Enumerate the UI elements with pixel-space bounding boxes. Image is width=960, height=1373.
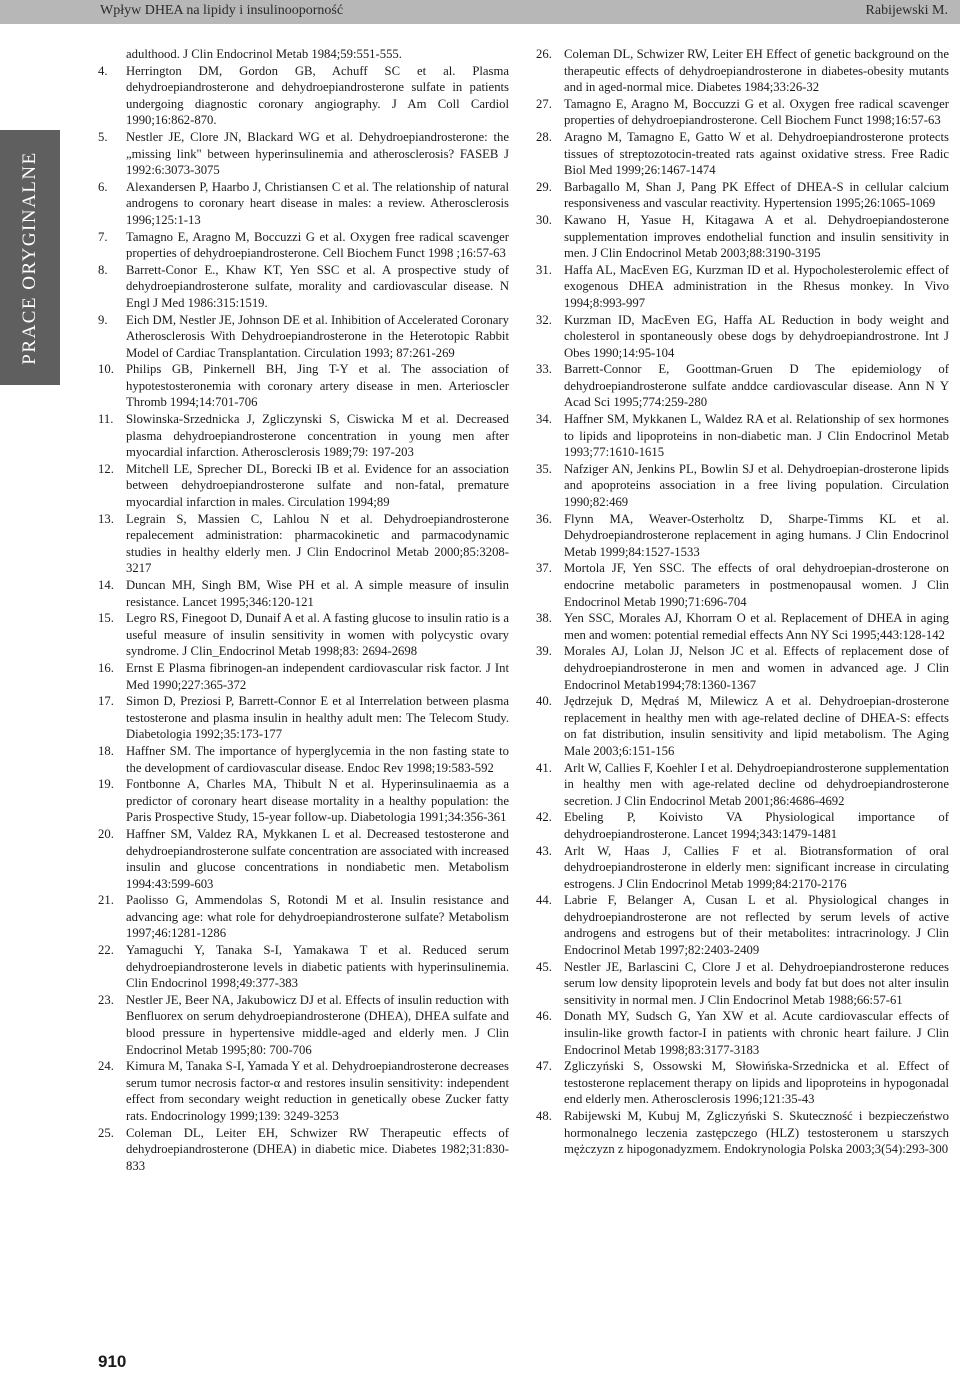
reference-text: Haffner SM, Valdez RA, Mykkanen L et al. Decreased testosterone and dehydroepiandrosterone sulfate concentration are associated with increased insulin and glucose concentrations in nondiabetic men. Metabolism 1994:43:599-603 [126,826,509,891]
reference-number: 4. [98,63,108,78]
reference-number: 44. [536,893,552,908]
reference-number: 23. [98,992,114,1007]
reference-item [536,46,949,96]
reference-item [536,1108,949,1158]
reference-item [98,312,509,362]
reference-text: Nestler JE, Barlascini C, Clore J et al. Dehydroepiandrosterone reduces serum low density lipoprotein levels and body fat but does not alter insulin sensitivity in normal men. J Clin Endocrinol Metab 1988;66:57-61 [564,959,949,1007]
reference-number: 13. [98,511,114,526]
reference-number: 41. [536,760,552,775]
reference-item [98,361,509,411]
reference-item [536,843,949,893]
reference-number: 24. [98,1059,114,1074]
reference-continuation: adulthood. J Clin Endocrinol Metab 1984;59:551-555. [126,47,402,61]
reference-number: 26. [536,47,552,61]
reference-item [536,1008,949,1058]
reference-item [98,129,509,179]
reference-item [536,1058,949,1108]
reference-number: 9. [98,312,108,327]
reference-item [536,560,949,610]
reference-item [536,461,949,511]
reference-item [536,610,949,643]
reference-item [536,643,949,693]
reference-item [536,892,949,958]
reference-item [536,693,949,759]
reference-text: Paolisso G, Ammendolas S, Rotondi M et al. Insulin resistance and advancing age: what role for dehydroepiandrosterone sulfate? Metabolism 1997;46:1281-1286 [126,893,509,941]
reference-number: 38. [536,611,552,626]
reference-item [98,992,509,1058]
reference-text: Yamaguchi Y, Tanaka S-I, Yamakawa T et al. Reduced serum dehydroepiandrosterone levels in diabetic patients with hyperinsulinemia. Clin Endocrinol 1998;49:377-383 [126,943,509,991]
reference-item [98,942,509,992]
header-author: Rabijewski M. [865,3,948,18]
reference-item [98,1125,509,1175]
reference-item [98,63,509,129]
reference-item [536,262,949,312]
reference-text: Arlt W, Haas J, Callies F et al. Biotransformation of oral dehydroepiandrosterone in elderly men: significant increase in circulating estrogens. J Clin Endocrinol Metab 1999;84:2170-2176 [564,843,949,891]
reference-number: 34. [536,412,552,427]
references-right-column [536,46,949,1158]
reference-text: Mitchell LE, Sprecher DL, Borecki IB et al. Evidence for an association between dehydroepiandrosterone sulfate and non-fatal, premature myocardial infarction in males. Circulation 1994;89 [126,461,509,510]
reference-number: 18. [98,743,114,758]
reference-text: Aragno M, Tamagno E, Gatto W et al. Dehydroepiandrosterone protects tissues of streptozotocin-treated rats against oxidative stress. Free Radic Biol Med 1999;26:1467-1474 [564,129,949,178]
reference-number: 43. [536,843,552,858]
reference-text: Haffner SM, Mykkanen L, Waldez RA et al. Relationship of sex hormones to lipids and lipoproteins in non-diabetic man. J Clin Endocrinol Metab 1993;77:1610-1615 [564,412,949,460]
reference-text: Kawano H, Yasue H, Kitagawa A et al. Dehydroepiandosterone supplementation improves endothelial function and insulin sensitivity in men. J Clin Endocrinol Metab 2003;88:3190-3195 [564,212,949,261]
reference-number: 31. [536,262,552,277]
reference-item [98,892,509,942]
reference-item [98,693,509,743]
reference-list-left [98,63,509,1175]
header-title: Wpływ DHEA na lipidy i insulinooporność [100,3,344,18]
reference-item [98,262,509,312]
reference-item [98,743,509,776]
reference-text: Yen SSC, Morales AJ, Khorram O et al. Replacement of DHEA in aging men and women: potential remedial effects Ann NY Sci 1995;443:128-142 [564,611,949,642]
reference-number: 11. [98,412,114,427]
reference-text: Mortola JF, Yen SSC. The effects of oral dehydroepian-drosterone on endocrine metabolic parameters in postmenopausal women. J Clin Endocrinol Metab 1990;71:696-704 [564,561,949,609]
section-label: PRACE ORYGINALNE [19,150,40,365]
reference-number: 6. [98,179,108,194]
reference-number: 19. [98,777,114,792]
reference-item [98,411,509,461]
reference-number: 25. [98,1125,114,1140]
reference-number: 7. [98,229,108,244]
reference-text: Flynn MA, Weaver-Osterholtz D, Sharpe-Timms KL et al. Dehydroepiandrosterone replacement in aging humans. J Clin Endocrinol Metab 1999;84:1527-1533 [564,511,949,559]
reference-text: Slowinska-Srzednicka J, Zgliczynski S, Ciswicka M et al. Decreased plasma dehydroepiandrosterone concentration in young men after myocardial infarction. Atherosclerosis 1989;79: 197-203 [126,412,509,460]
reference-text: Coleman DL, Schwizer RW, Leiter EH Effect of genetic background on the therapeutic effects of dehydroepiandrosterone in diabetes-obesity mutants and in aged-normal mice. Diabetes 1984;33:26-32 [564,47,949,95]
reference-number: 46. [536,1009,552,1024]
reference-number: 35. [536,461,552,476]
reference-text: Ernst E Plasma fibrinogen-an independent cardiovascular risk factor. J Int Med 1990;227:365-372 [126,660,509,692]
reference-item [536,959,949,1009]
reference-item [536,312,949,362]
reference-number: 42. [536,810,552,825]
reference-number: 27. [536,96,552,111]
reference-text: Haffa AL, MacEven EG, Kurzman ID et al. Hypocholesterolemic effect of exogenous DHEA administration in the Rhesus monkey. In Vivo 1994;8:993-997 [564,262,949,310]
reference-number: 17. [98,694,114,709]
reference-item [98,229,509,262]
reference-text: Nestler JE, Beer NA, Jakubowicz DJ et al. Effects of insulin reduction with Benfluorex on serum dehydroepiandrosterone (DHEA), DHEA sulfate and blood pressure in hypertensive middle-aged and elderly men. J Clin Endocrinol Metab 1995;80: 700-706 [126,992,509,1057]
reference-number: 20. [98,826,114,841]
reference-item [536,212,949,262]
reference-text: Kimura M, Tanaka S-I, Yamada Y et al. Dehydroepiandrosterone decreases serum tumor necrosis factor-α and restores insulin sensitivity: independent effect from secondary weight reduction in genetically obese Zucker fatty rats. Endocrinology 1999;139: 3249-3253 [126,1059,509,1123]
reference-number: 37. [536,561,552,576]
reference-text: Jędrzejuk D, Mędraś M, Milewicz A et al. Dehydroepian-drosterone replacement in healthy men with age-related decline of DHEA-S: effects on fat distribution, insulin sensitivity and lipid metabolism. The Aging Male 2003;6:151-156 [564,694,949,758]
reference-item [536,129,949,179]
reference-text: Alexandersen P, Haarbo J, Christiansen C et al. The relationship of natural androgens to coronary heart disease in males: a review. Atherosclerosis 1996;125:1-13 [126,179,509,227]
reference-item [536,809,949,842]
reference-number: 30. [536,212,552,227]
reference-text: Nafziger AN, Jenkins PL, Bowlin SJ et al. Dehydroepian-drosterone lipids and apoproteins association in a free living population. Circulation 1990;82:469 [564,461,949,510]
reference-number: 8. [98,262,108,277]
reference-item [98,179,509,229]
references-left-column [98,46,509,1174]
reference-text: Philips GB, Pinkernell BH, Jing T-Y et al. The association of hypotestosteronemia with coronary artery disease in men. Arterioscler Thromb 1994;14:701-706 [126,362,509,410]
reference-number: 22. [98,943,114,958]
reference-number: 28. [536,129,552,144]
reference-number: 16. [98,660,114,675]
reference-text: Tamagno E, Aragno M, Boccuzzi G et al. Oxygen free radical scavenger properties of dehydroepiandrosterone. Cell Biochem Funct 1998 ;16:57-63 [126,229,509,261]
reference-item [536,96,949,129]
section-sidebar [0,130,60,385]
page-number: 910 [98,1352,127,1371]
reference-text: Coleman DL, Leiter EH, Schwizer RW Therapeutic effects of dehydroepiandrosterone (DHEA) in diabetic mice. Diabetes 1982;31:830-833 [126,1125,509,1173]
reference-number: 40. [536,694,552,709]
reference-number: 39. [536,644,552,659]
reference-item [98,577,509,610]
reference-text: Simon D, Preziosi P, Barrett-Connor E et al Interrelation between plasma testosterone and plasma insulin in healthy adult men: The Telecom Study. Diabetologia 1992;35:173-177 [126,694,509,742]
reference-number: 12. [98,461,114,476]
reference-text: Eich DM, Nestler JE, Johnson DE et al. Inhibition of Accelerated Coronary Atherosclerosis With Dehydroepiandrosterone in the Heterotopic Rabbit Model of Cardiac Transplantation. Circulation 1993; 87:261-269 [126,312,509,360]
reference-number: 33. [536,362,552,377]
reference-text: Kurzman ID, MacEven EG, Haffa AL Reduction in body weight and cholesterol in spontaneously obese dogs by dehydroepiandrostrone. Int J Obes 1990;14:95-104 [564,312,949,360]
reference-text: Morales AJ, Lolan JJ, Nelson JC et al. Effects of replacement dose of dehydroepiandrosterone in men and women in advanced age. J Clin Endocrinol Metab1994;78:1360-1367 [564,644,949,692]
reference-text: Arlt W, Callies F, Koehler I et al. Dehydroepiandrosterone supplementation in healthy men with age-related decline od dehydroepiandrosterone secretion. J Clin Endocrinol Metab 2001;86:4686-4692 [564,760,949,808]
reference-text: Barbagallo M, Shan J, Pang PK Effect of DHEA-S in cellular calcium responsiveness and vascular reactivity. Hypertension 1995;26:1065-1069 [564,179,949,211]
reference-text: Herrington DM, Gordon GB, Achuff SC et al. Plasma dehydroepiandrosterone and dehydroepiandrosterone sulfate in patients undergoing diagnostic coronary angiography. J Am Coll Cardiol 1990;16:862-870. [126,63,509,128]
reference-text: Barrett-Connor E, Goottman-Gruen D The epidemiology of dehydroepiandrosterone sulfate anddce cardiovascular disease. Ann N Y Acad Sci 1995;774:259-280 [564,362,949,410]
reference-number: 5. [98,129,108,144]
reference-number: 36. [536,511,552,526]
reference-text: Legrain S, Massien C, Lahlou N et al. Dehydroepiandrosterone repalecement administration: pharmacokinetic and parmacodynamic studies in healthy elderly men. J Clin Endocrinol Metab 2000;85:3208-3217 [126,511,509,576]
reference-list-right [536,46,949,1158]
reference-number: 47. [536,1059,552,1074]
reference-text: Barrett-Conor E., Khaw KT, Yen SSC et al. A prospective study of dehydroepiandrosterone sulfate, morality and cardiovascular disease. N Engl J Med 1986:315:1519. [126,262,509,310]
reference-number: 10. [98,362,114,377]
running-header [0,0,960,24]
reference-item [536,411,949,461]
reference-item [536,179,949,212]
reference-item [536,361,949,411]
reference-text: Donath MY, Sudsch G, Yan XW et al. Acute cardiovascular effects of insulin-like growth factor-I in patients with chronic heart failure. J Clin Endocrinol Metab 1998;83:3177-3183 [564,1009,949,1057]
reference-text: Legro RS, Finegoot D, Dunaif A et al. A fasting glucose to insulin ratio is a useful measure of insulin sensitivity in women with polycystic ovary syndrome. J Clin_Endocrinol Metab 1998;83: 2694-2698 [126,611,509,659]
reference-item [98,660,509,693]
reference-text: Nestler JE, Clore JN, Blackard WG et al. Dehydroepiandrosterone: the „missing link" between hyperinsulinemia and atherosclerosis? FASEB J 1992:6:3073-3075 [126,129,509,178]
reference-number: 45. [536,959,552,974]
reference-number: 29. [536,179,552,194]
reference-text: Ebeling P, Koivisto VA Physiological importance of dehydroepiandrosterone. Lancet 1994;343:1479-1481 [564,810,949,841]
reference-number: 21. [98,893,114,908]
reference-item [536,511,949,561]
reference-text: Duncan MH, Singh BM, Wise PH et al. A simple measure of insulin resistance. Lancet 1995;346:120-121 [126,578,509,609]
reference-text: Zgliczyński S, Ossowski M, Słowińska-Srzednicka et al. Effect of testosterone replacement therapy on lipids and lipoproteins in hypogonadal end elderly men. Atherosclerosis 1996;121:35-43 [564,1059,949,1107]
reference-item [98,610,509,660]
reference-item [98,461,509,511]
reference-number: 48. [536,1109,552,1123]
reference-item [98,511,509,577]
reference-text: Haffner SM. The importance of hyperglycemia in the non fasting state to the development of cardiovascular disease. Endoc Rev 1998;19:583-592 [126,743,509,775]
reference-text: Labrie F, Belanger A, Cusan L et al. Physiological changes in dehydroepiandrosterone are not reflected by serum levels of active androgens and estrogens but of their metabolites: intracrinology. J Clin Endocrinol Metab 1997;82:2403-2409 [564,893,949,958]
reference-number: 32. [536,312,552,327]
reference-item [536,760,949,810]
reference-number: 15. [98,611,114,626]
reference-text: Rabijewski M, Kubuj M, Zgliczyński S. Skuteczność i bezpieczeństwo hormonalnego leczenia zastępczego (HLZ) testosteronem u starszych mężczyzn z hipogonadyzmem. Endokrynologia Polska 2003;3(54):293-300 [564,1109,949,1157]
reference-text: Fontbonne A, Charles MA, Thibult N et al. Hyperinsulinaemia as a predictor of coronary heart disease mortality in a healthy population: the Paris Prospective Study, 15-year follow-up. Diabetologia 1991;34:356-361 [126,777,509,825]
reference-text: Tamagno E, Aragno M, Boccuzzi G et al. Oxygen free radical scavenger properties of dehydroepiandrosterone. Cell Biochem Funct 1998;16:57-63 [564,96,949,128]
reference-item [98,776,509,826]
reference-item [98,1058,509,1124]
reference-number: 14. [98,578,114,592]
reference-item [98,826,509,892]
